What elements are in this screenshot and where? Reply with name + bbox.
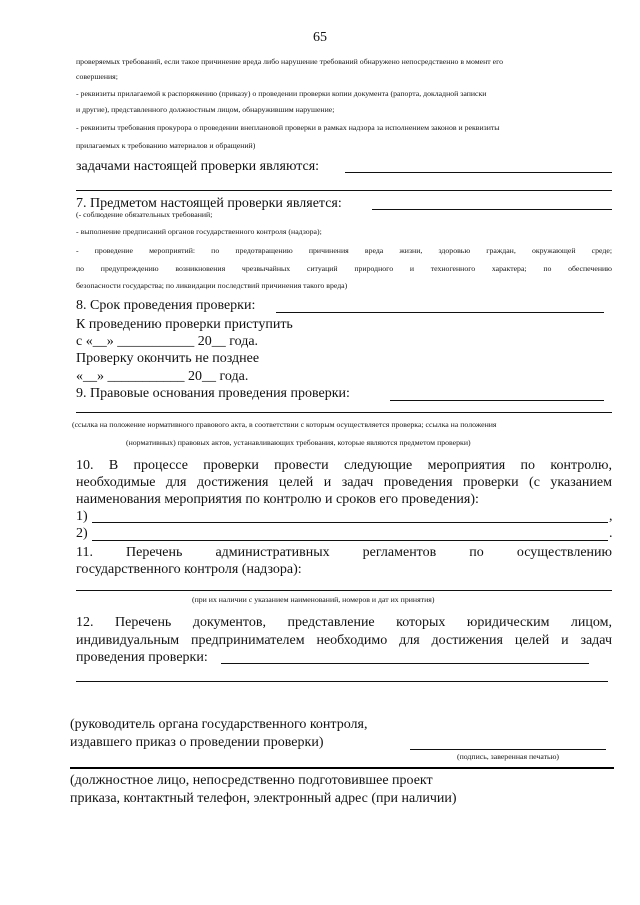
section-12-fill-line-2 bbox=[76, 681, 608, 682]
activity-item-1-number: 1) bbox=[76, 509, 88, 524]
signature-line bbox=[410, 749, 606, 750]
section-11-line-1: 11. Перечень административных регламентов по осуществлению bbox=[76, 545, 612, 560]
start-label: К проведению проверки приступить bbox=[76, 317, 293, 332]
activity-item-1-comma: , bbox=[609, 509, 613, 524]
section-7-note-2: - выполнение предписаний органов государственного контроля (надзора); bbox=[76, 227, 322, 236]
section-9-fill-line bbox=[390, 400, 604, 401]
activity-item-2-number: 2) bbox=[76, 526, 88, 541]
intro-line-5: - реквизиты требования прокурора о проведении внеплановой проверки в рамках надзора за исполнением законов и реквизиты bbox=[76, 123, 500, 132]
activity-item-1-line bbox=[92, 522, 608, 523]
section-9-title: 9. Правовые основания проведения проверки: bbox=[76, 386, 350, 401]
activity-item-2-line bbox=[92, 540, 608, 541]
section-12-fill-line bbox=[221, 663, 589, 664]
section-11-line-2: государственного контроля (надзора): bbox=[76, 562, 302, 577]
intro-line-2: совершения; bbox=[76, 72, 118, 81]
tasks-fill-line-2 bbox=[76, 190, 612, 191]
section-12-line-2: индивидуальным предпринимателем необходимо для достижения целей и задач bbox=[76, 633, 612, 648]
official-label-1: (должностное лицо, непосредственно подготовившее проект bbox=[70, 773, 433, 788]
section-10-line-2: необходимые для достижения целей и задач проведения проверки (с указанием bbox=[76, 475, 612, 490]
official-label-2: приказа, контактный телефон, электронный адрес (при наличии) bbox=[70, 791, 457, 806]
section-7-note-5: безопасности государства; по ликвидации последствий причинения такого вреда) bbox=[76, 281, 348, 290]
tasks-fill-line bbox=[345, 172, 612, 173]
signature-caption: (подпись, заверенная печатью) bbox=[456, 752, 559, 761]
end-date-field: «__» ___________ 20__ года. bbox=[76, 369, 249, 384]
section-12-line-1: 12. Перечень документов, представление которых юридическим лицом, bbox=[76, 615, 612, 630]
intro-line-4: и другие), представленного должностным лицом, обнаружившим нарушение; bbox=[76, 105, 335, 114]
section-9-fill-line-2 bbox=[76, 412, 612, 413]
end-label: Проверку окончить не позднее bbox=[76, 351, 260, 366]
section-9-note-2: (нормативных) правовых актов, устанавливающих требования, которые являются предметом проверки) bbox=[126, 438, 471, 447]
separator-line bbox=[70, 767, 614, 769]
activity-item-2-period: . bbox=[609, 526, 613, 541]
start-date-field: с «__» ___________ 20__ года. bbox=[76, 334, 259, 349]
section-8-title: 8. Срок проведения проверки: bbox=[76, 298, 256, 313]
section-7-note-3: - проведение мероприятий: по предотвращению причинения вреда жизни, здоровью граждан, окружающей среде; bbox=[76, 246, 612, 255]
head-signature-label-1: (руководитель органа государственного контроля, bbox=[70, 717, 368, 732]
page-number: 65 bbox=[313, 30, 327, 45]
section-12-line-3: проведения проверки: bbox=[76, 650, 208, 665]
head-signature-label-2: издавшего приказ о проведении проверки) bbox=[70, 735, 324, 750]
intro-line-6: прилагаемых к требованию материалов и обращений) bbox=[76, 141, 256, 150]
tasks-label: задачами настоящей проверки являются: bbox=[76, 159, 320, 174]
section-10-line-1: 10. В процессе проверки провести следующие мероприятия по контролю, bbox=[76, 458, 612, 473]
section-8-fill-line bbox=[276, 312, 604, 313]
section-7-title: 7. Предметом настоящей проверки является: bbox=[76, 196, 342, 211]
section-11-fill-line bbox=[76, 590, 612, 591]
section-11-note: (при их наличии с указанием наименований, номеров и дат их принятия) bbox=[192, 595, 435, 604]
section-10-line-3: наименования мероприятия по контролю и сроков его проведения): bbox=[76, 492, 479, 507]
intro-line-3: - реквизиты прилагаемой к распоряжению (приказу) о проведении проверки копии документа (рапорта, докладной записки bbox=[76, 89, 487, 98]
section-7-note-1: (- соблюдение обязательных требований; bbox=[76, 210, 213, 219]
section-7-note-4: по предупреждению возникновения чрезвычайных ситуаций природного и техногенного характера; по обеспечению bbox=[76, 264, 612, 273]
section-7-fill-line bbox=[372, 209, 612, 210]
intro-line-1: проверяемых требований, если такое причинение вреда либо нарушение требований обнаружено непосредственно в момент его bbox=[76, 57, 503, 66]
section-9-note-1: (ссылка на положение нормативного правового акта, в соответствии с которым осуществляется проверка; ссылка на положения bbox=[72, 420, 497, 429]
